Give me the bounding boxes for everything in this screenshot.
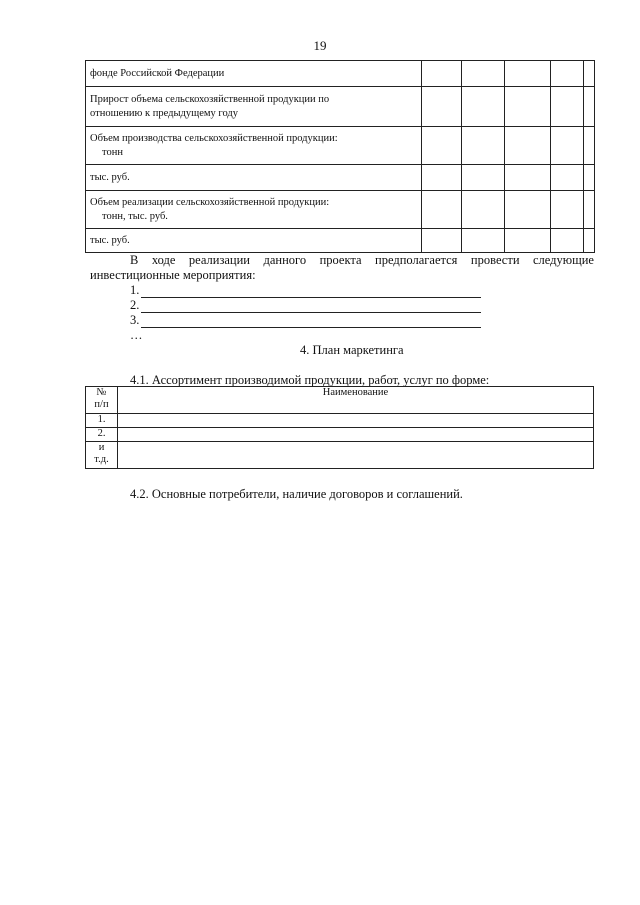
row-label: Прирост объема сельскохозяйственной продукции по отношению к предыдущему году (86, 87, 422, 127)
investment-paragraph: В ходе реализации данного проекта предполагается провести следующие инвестиционные мероприятия: (90, 253, 594, 282)
header-name: Наименование (118, 387, 594, 414)
assortment-table (85, 386, 594, 469)
blank-line (141, 301, 481, 313)
table-row: и т.д. (86, 442, 594, 469)
row-label: Объем реализации сельскохозяйственной продукции: тонн, тыс. руб. (86, 191, 422, 229)
row-label: Объем производства сельскохозяйственной продукции: тонн (86, 127, 422, 165)
page-number: 19 (313, 38, 327, 53)
table-row (86, 191, 595, 229)
table-row (86, 229, 595, 253)
list-item: 3. (130, 313, 481, 328)
table-row (86, 165, 595, 191)
table-row (86, 87, 595, 127)
table-row: 2. (86, 428, 594, 442)
list-ellipsis: … (130, 328, 143, 342)
section-title: 4. План маркетинга (300, 343, 404, 357)
list-item: 1. (130, 283, 481, 298)
list-item: 2. (130, 298, 481, 313)
subsection-title: 4.2. Основные потребители, наличие договоров и соглашений. (130, 487, 463, 501)
blank-line (141, 316, 481, 328)
indicators-table (85, 60, 595, 253)
subsection-title: 4.1. Ассортимент производимой продукции, работ, услуг по форме: (130, 373, 490, 387)
blank-line (141, 286, 481, 298)
row-label: тыс. руб. (86, 229, 422, 253)
table-row: 1. (86, 414, 594, 428)
row-label: тыс. руб. (86, 165, 422, 191)
table-row (86, 127, 595, 165)
table-header-row (86, 387, 594, 414)
header-number: № п/п (86, 387, 118, 414)
measures-list (130, 283, 481, 343)
row-label: фонде Российской Федерации (86, 61, 422, 87)
table-row (86, 61, 595, 87)
